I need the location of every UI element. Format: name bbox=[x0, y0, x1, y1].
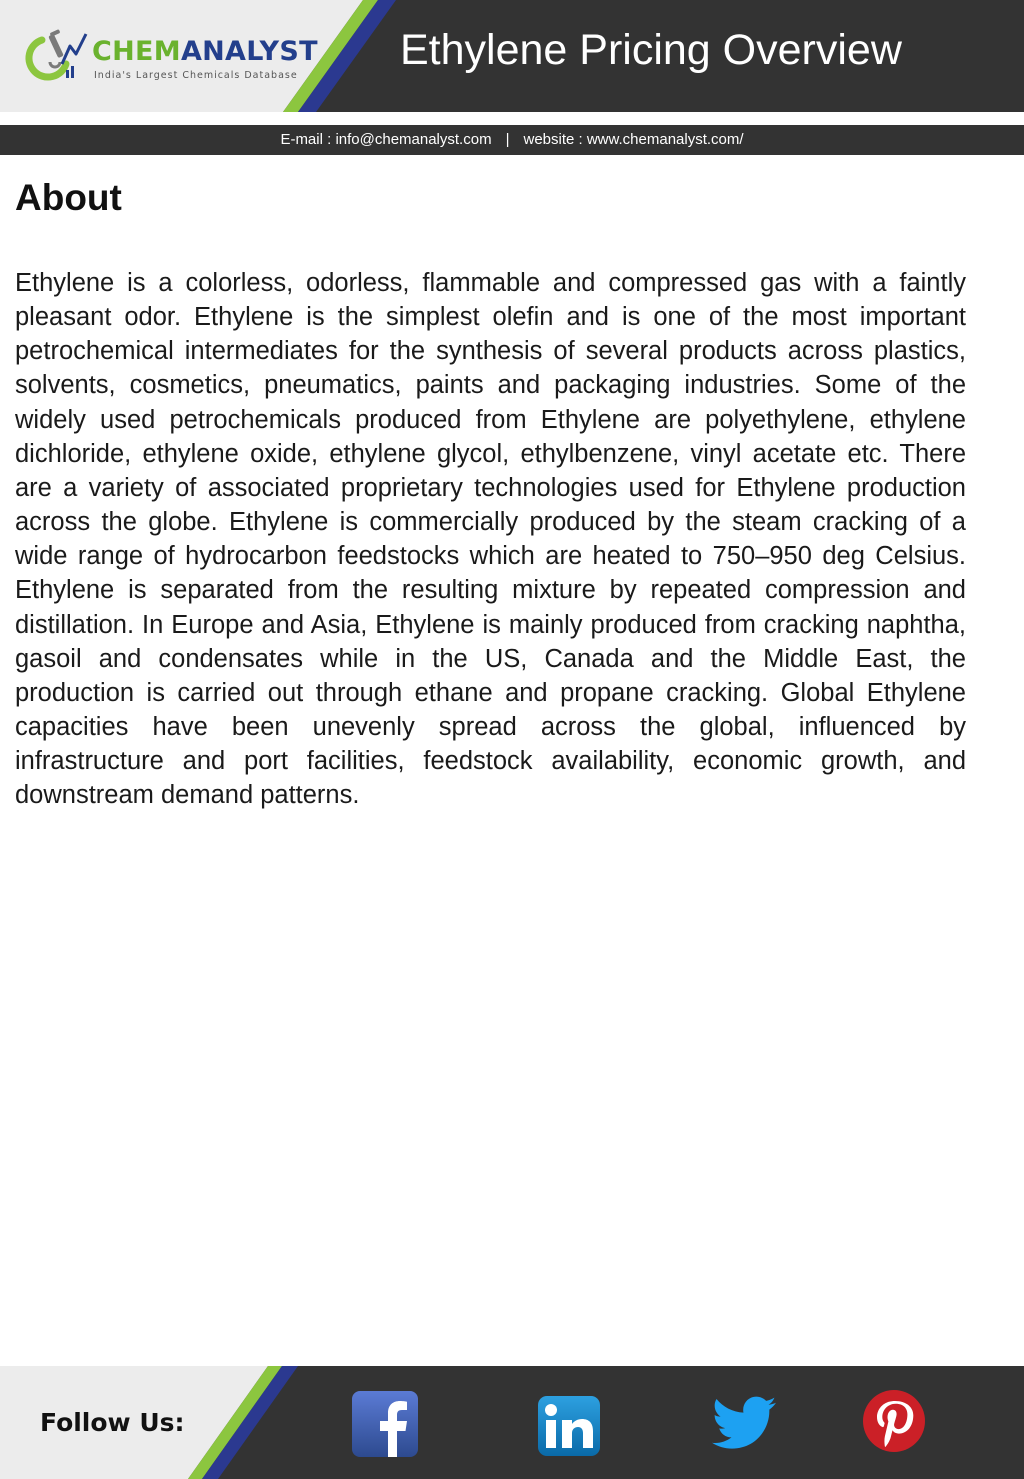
contact-bar bbox=[0, 125, 1024, 155]
page-footer bbox=[0, 1366, 1024, 1479]
contact-separator: | bbox=[505, 131, 510, 148]
logo-tagline: India's Largest Chemicals Database bbox=[94, 70, 298, 81]
twitter-icon[interactable] bbox=[712, 1396, 776, 1450]
about-paragraph: Ethylene is a colorless, odorless, flammable and compressed gas with a faintly pleasant odor. Ethylene is the simplest olefin and is one of the most important petrochemical intermediates for the synthesis of several products across plastics, solvents, cosmetics, pneumatics, paints and packaging industries. Some of the widely used petrochemicals produced from Ethylene are polyethylene, ethylene dichloride, ethylene oxide, ethylene glycol, ethylbenzene, vinyl acetate etc. There are a variety of associated proprietary technologies used for Ethylene production across the globe. Ethylene is commercially produced by the steam cracking of a wide range of hydrocarbon feedstocks which are heated to 750–950 deg Celsius. Ethylene is separated from the resulting mixture by repeated compression and distillation. In Europe and Asia, Ethylene is mainly produced from cracking naphtha, gasoil and condensates while in the US, Canada and the Middle East, the production is carried out through ethane and propane cracking. Global Ethylene capacities have been unevenly spread across the global, influenced by infrastructure and port facilities, feedstock availability, economic growth, and downstream demand patterns. bbox=[15, 269, 966, 810]
contact-email[interactable]: E-mail : info@chemanalyst.com bbox=[280, 131, 492, 148]
section-heading-about: About bbox=[15, 177, 122, 218]
contact-website[interactable]: website : www.chemanalyst.com/ bbox=[523, 131, 744, 148]
logo-wordmark-analyst: ANALYST bbox=[180, 36, 318, 67]
linkedin-icon[interactable] bbox=[538, 1396, 600, 1456]
page-header bbox=[0, 0, 1024, 112]
follow-us-label: Follow Us: bbox=[40, 1408, 185, 1437]
flask-logo-icon bbox=[20, 26, 90, 88]
page-title: Ethylene Pricing Overview bbox=[400, 26, 902, 74]
logo-wordmark bbox=[92, 38, 318, 65]
logo-wordmark-chem: CHEM bbox=[92, 36, 181, 67]
pinterest-icon[interactable] bbox=[863, 1390, 925, 1452]
facebook-icon[interactable] bbox=[352, 1391, 418, 1457]
chemanalyst-logo[interactable] bbox=[20, 26, 318, 88]
